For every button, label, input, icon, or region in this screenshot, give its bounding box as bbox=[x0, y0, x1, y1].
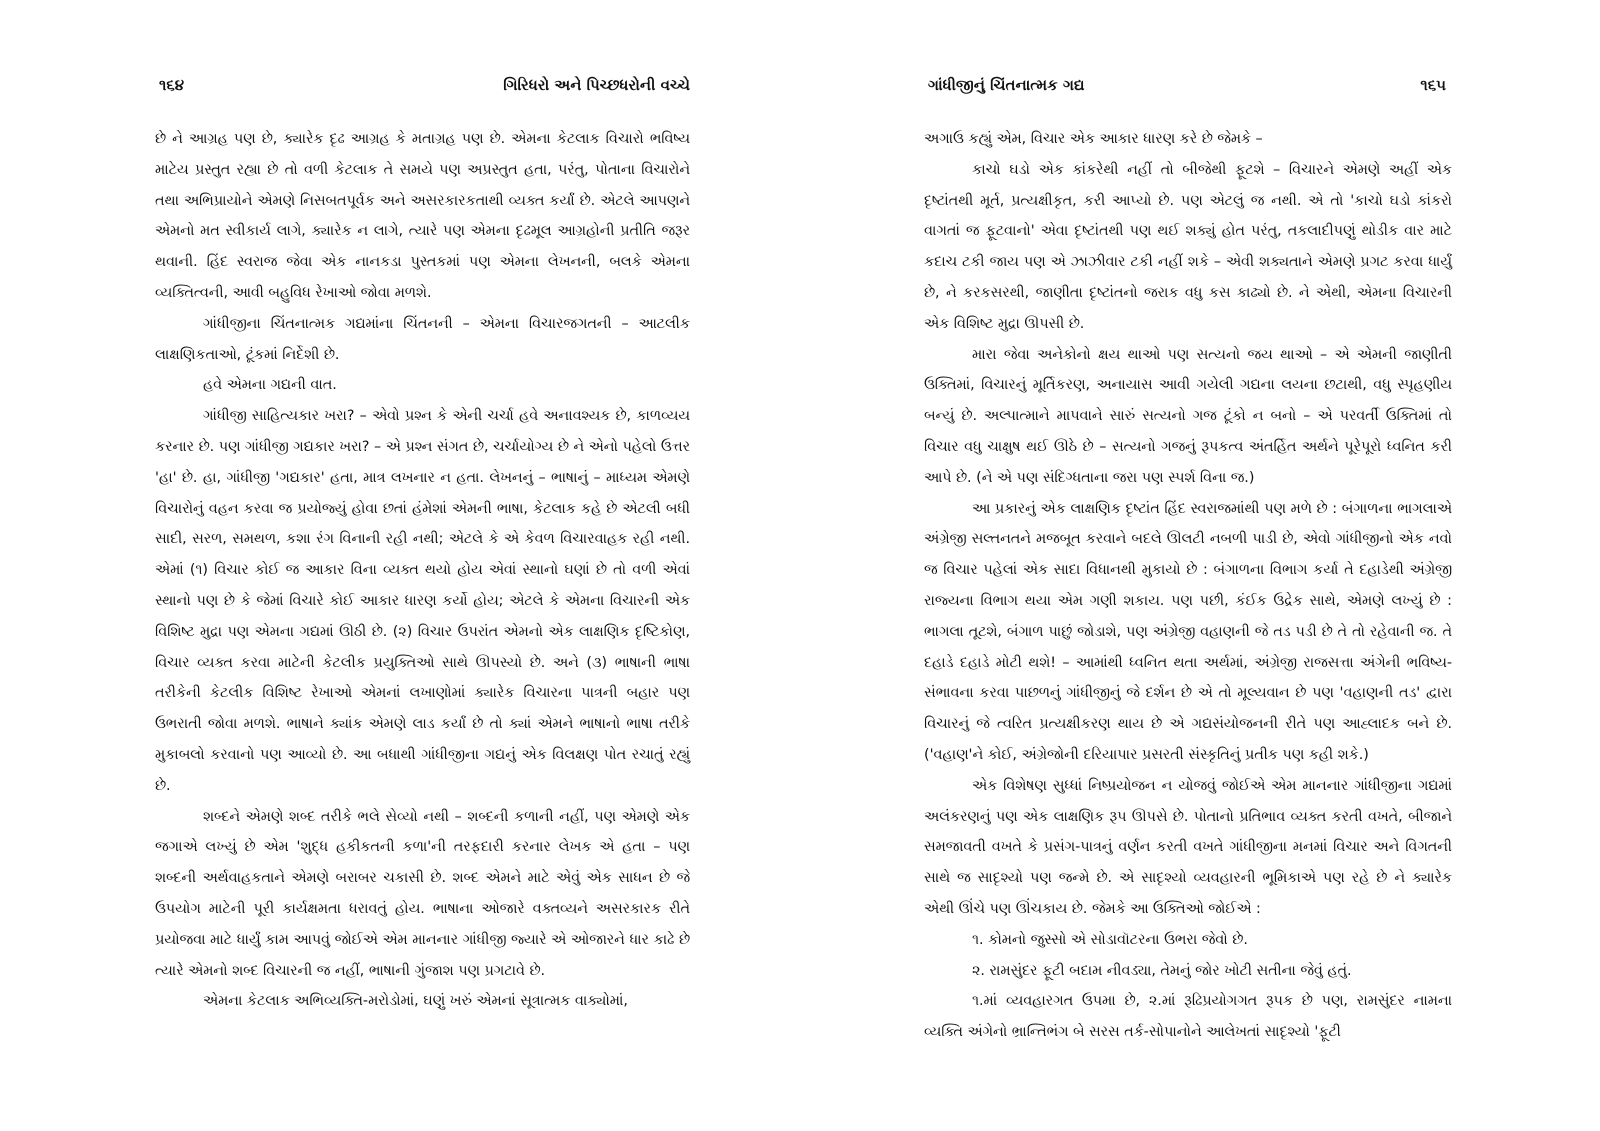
right-page-header bbox=[924, 76, 1452, 102]
left-page-body bbox=[155, 124, 690, 1017]
right-list-item-2: ૨. રામસુંદર ફૂટી બદામ નીવડ્યા, તેમનું જોર ખોટી સતીના જેવું હતું. bbox=[972, 962, 1352, 979]
right-paragraph-4: આ પ્રકારનું એક લાક્ષણિક દૃષ્ટાંત હિંદ સ્વરાજમાંથી પણ મળે છે : બંગાળના ભાગલાએ અંગ્રેજી સલ્તનતને મજબૂત કરવાને બદલે ઊલટી નબળી પાડી છે, એવો ગાંધીજીનો એક નવો જ વિચાર પહેલાં એક સાદા વિધાનથી મુકાયો છે : બંગાળના વિભાગ કર્યા તે દહાડેથી અંગ્રેજી રાજ્યના વિભાગ થયા એમ ગણી શકાય. પણ પછી, કંઈક ઉદ્રેક સાથે, એમણે લખ્યું છે : ભાગલા તૂટશે, બંગાળ પાછું જોડાશે, પણ અંગ્રેજી વહાણની જે તડ પડી છે તે તો રહેવાની જ. તે દહાડે દહાડે મોટી થશે! – આમાંથી ધ્વનિત થતા અર્થમાં, અંગ્રેજી રાજસત્તા અંગેની ભવિષ્ય-સંભાવના કરવા પાછળનું ગાંધીજીનું જે દર્શન છે એ તો મૂલ્યવાન છે પણ 'વહાણની તડ' દ્વારા વિચારનું જે ત્વરિત પ્રત્યક્ષીકરણ થાય છે એ ગદ્યસંયોજનની રીતે પણ આહ્લાદક બને છે. ('વહાણ'ને કોઈ, અંગ્રેજોની દરિયાપાર પ્રસરતી સંસ્કૃતિનું પ્રતીક પણ કહી શકે.) bbox=[924, 500, 1452, 763]
right-running-title: ગાંધીજીનું ચિંતનાત્મક ગદ્ય bbox=[928, 76, 1085, 94]
right-paragraph-3: મારા જેવા અનેકોનો ક્ષય થાઓ પણ સત્યનો જય થાઓ – એ એમની જાણીતી ઉક્તિમાં, વિચારનું મૂર્તિકરણ, અનાયાસ આવી ગયેલી ગદ્યના લયના છટાથી, વધુ સ્પૃહણીય બન્યું છે. અલ્પાત્માને માપવાને સારું સત્યનો ગજ ટૂંકો ન બનો – એ પરવર્તી ઉક્તિમાં તો વિચાર વધુ ચાક્ષુષ થઈ ઊઠે છે – સત્યનો ગજનું રૂપકત્વ અંતર્હિત અર્થને પૂરેપૂરો ધ્વનિત કરી આપે છે. (ને એ પણ સંદિગ્ધતાના જરા પણ સ્પર્શ વિના જ.) bbox=[924, 346, 1452, 486]
right-paragraph-6: ૧.માં વ્યવહારગત ઉપમા છે, ૨.માં રૂઢિપ્રયોગગત રૂપક છે પણ, રામસુંદર નામના વ્યક્તિ અંગેનો ભ્રાન્તિભંગ બે સરસ તર્ક-સોપાનોને આલેખતાં સાદૃશ્યો 'ફૂટી bbox=[924, 993, 1452, 1041]
right-paragraph-5: એક વિશેષણ સુધ્ધાં નિષ્પ્રયોજન ન યોજવું જોઈએ એમ માનનાર ગાંધીજીના ગદ્યમાં અલંકરણનું પણ એક લાક્ષણિક રૂપ ઊપસે છે. પોતાનો પ્રતિભાવ વ્યક્ત કરતી વખતે, બીજાને સમજાવતી વખતે કે પ્રસંગ-પાત્રનું વર્ણન કરતી વખતે ગાંધીજીના મનમાં વિચાર અને વિગતની સાથે જ સાદૃશ્યો પણ જન્મે છે. એ સાદૃશ્યો વ્યવહારની ભૂમિકાએ પણ રહે છે ને ક્યારેક એથી ઊંચે પણ ઊંચકાય છે. જેમકે આ ઉક્તિઓ જોઈએ : bbox=[924, 777, 1452, 917]
left-paragraph-1: છે ને આગ્રહ પણ છે, ક્યારેક દૃઢ આગ્રહ કે મતાગ્રહ પણ છે. એમના કેટલાક વિચારો ભવિષ્ય માટેય પ્રસ્તુત રહ્યા છે તો વળી કેટલાક તે સમયે પણ અપ્રસ્તુત હતા, પરંતુ, પોતાના વિચારોને તથા અભિપ્રાયોને એમણે નિસબતપૂર્વક અને અસરકારકતાથી વ્યક્ત કર્યાં છે. એટલે આપણને એમનો મત સ્વીકાર્ય લાગે, ક્યારેક ન લાગે, ત્યારે પણ એમના દૃઢમૂલ આગ્રહોની પ્રતીતિ જરૂર થવાની. હિંદ સ્વરાજ જેવા એક નાનકડા પુસ્તકમાં પણ એમના લેખનની, બલકે એમના વ્યક્તિત્વની, આવી બહુવિધ રેખાઓ જોવા મળશે. bbox=[155, 131, 690, 301]
right-paragraph-1: અગાઉ કહ્યું એમ, વિચાર એક આકાર ધારણ કરે છે જેમકે – bbox=[924, 131, 1263, 147]
right-page-number: ૧૬૫ bbox=[1420, 76, 1446, 94]
right-paragraph-2: કાચો ઘડો એક કાંકરેથી નહીં તો બીજેથી ફૂટશે – વિચારને એમણે અહીં એક દૃષ્ટાંતથી મૂર્ત, પ્રત્યક્ષીકૃત, કરી આપ્યો છે. પણ એટલું જ નથી. એ તો 'કાચો ઘડો કાંકરો વાગતાં જ ફૂટવાનો' એવા દૃષ્ટાંતથી પણ થઈ શક્યું હોત પરંતુ, તકલાદીપણું થોડીક વાર માટે કદાચ ટકી જાય પણ એ ઝાઝીવાર ટકી નહીં શકે – એવી શક્યતાને એમણે પ્રગટ કરવા ધાર્યું છે, ને કરકસરથી, જાણીતા દૃષ્ટાંતનો જરાક વધુ કસ કાઢ્યો છે. ને એથી, એમના વિચારની એક વિશિષ્ટ મુદ્રા ઊપસી છે. bbox=[924, 161, 1452, 332]
left-page-number: ૧૬૪ bbox=[159, 76, 185, 94]
left-paragraph-6: એમના કેટલાક અભિવ્યક્તિ-મરોડોમાં, ઘણું ખરું એમનાં સૂત્રાત્મક વાક્યોમાં, bbox=[203, 993, 628, 1010]
right-page-body bbox=[924, 124, 1452, 1048]
left-paragraph-5: શબ્દને એમણે શબ્દ તરીકે ભલે સેવ્યો નથી – શબ્દની કળાની નહીં, પણ એમણે એક જગાએ લખ્યું છે એમ 'શુદ્ધ હકીકતની કળા'ની તરફદારી કરનાર લેખક એ હતા – પણ શબ્દની અર્થવાહકતાને એમણે બરાબર ચકાસી છે. શબ્દ એમને માટે એવું એક સાધન છે જે ઉપયોગ માટેની પૂરી કાર્યક્ષમતા ધરાવતું હોય. ભાષાના ઓજારે વક્તવ્યને અસરકારક રીતે પ્રયોજવા માટે ધાર્યું કામ આપવું જોઈએ એમ માનનાર ગાંધીજી જ્યારે એ ઓજારને ધાર કાઢે છે ત્યારે એમનો શબ્દ વિચારની જ નહીં, ભાષાની ગુંજાશ પણ પ્રગટાવે છે. bbox=[155, 808, 690, 979]
left-paragraph-4: ગાંધીજી સાહિત્યકાર ખરા? – એવો પ્રશ્ન કે એની ચર્ચા હવે અનાવશ્યક છે, કાળવ્યય કરનાર છે. પણ ગાંધીજી ગદ્યકાર ખરા? – એ પ્રશ્ન સંગત છે, ચર્ચાયોગ્ય છે ને એનો પહેલો ઉત્તર 'હા' છે. હા, ગાંધીજી 'ગદ્યકાર' હતા, માત્ર લખનાર ન હતા. લેખનનું – ભાષાનું – માધ્યમ એમણે વિચારોનું વહન કરવા જ પ્રયોજ્યું હોવા છતાં હંમેશાં એમની ભાષા, કેટલાક કહે છે એટલી બધી સાદી, સરળ, સમથળ, કશા રંગ વિનાની રહી નથી; એટલે કે એ કેવળ વિચારવાહક રહી નથી. એમાં (૧) વિચાર કોઈ જ આકાર વિના વ્યક્ત થયો હોય એવાં સ્થાનો ઘણાં છે તો વળી એવાં સ્થાનો પણ છે કે જેમાં વિચારે કોઈ આકાર ધારણ કર્યો હોય; એટલે કે એમના વિચારની એક વિશિષ્ટ મુદ્રા પણ એમના ગદ્યમાં ઊઠી છે. (૨) વિચાર ઉપરાંત એમનો એક લાક્ષણિક દૃષ્ટિકોણ, વિચાર વ્યક્ત કરવા માટેની કેટલીક પ્રયુક્તિઓ સાથે ઊપસ્યો છે. અને (૩) ભાષાની ભાષા તરીકેની કેટલીક વિશિષ્ટ રેખાઓ એમનાં લખાણોમાં ક્યારેક વિચારના પાત્રની બહાર પણ ઉભરાતી જોવા મળશે. ભાષાને ક્યાંક એમણે લાડ કર્યાં છે તો ક્યાં એમને ભાષાનો ભાષા તરીકે મુકાબલો કરવાનો પણ આવ્યો છે. આ બધાથી ગાંધીજીના ગદ્યનું એક વિલક્ષણ પોત રચાતું રહ્યું છે. bbox=[155, 408, 690, 794]
left-paragraph-2: ગાંધીજીના ચિંતનાત્મક ગદ્યમાંના ચિંતનની – એમના વિચારજગતની – આટલીક લાક્ષણિકતાઓ, ટૂંકમાં નિર્દેશી છે. bbox=[155, 315, 690, 363]
left-page-header bbox=[155, 76, 690, 102]
left-running-title: ગિરિધરો અને પિચ્છધરોની વચ્ચે bbox=[503, 76, 690, 94]
right-list-item-1: ૧. કોમનો જુસ્સો એ સોડાવૉટરના ઉભરા જેવો છે. bbox=[972, 931, 1248, 948]
left-paragraph-3: હવે એમના ગદ્યની વાત. bbox=[203, 377, 337, 394]
